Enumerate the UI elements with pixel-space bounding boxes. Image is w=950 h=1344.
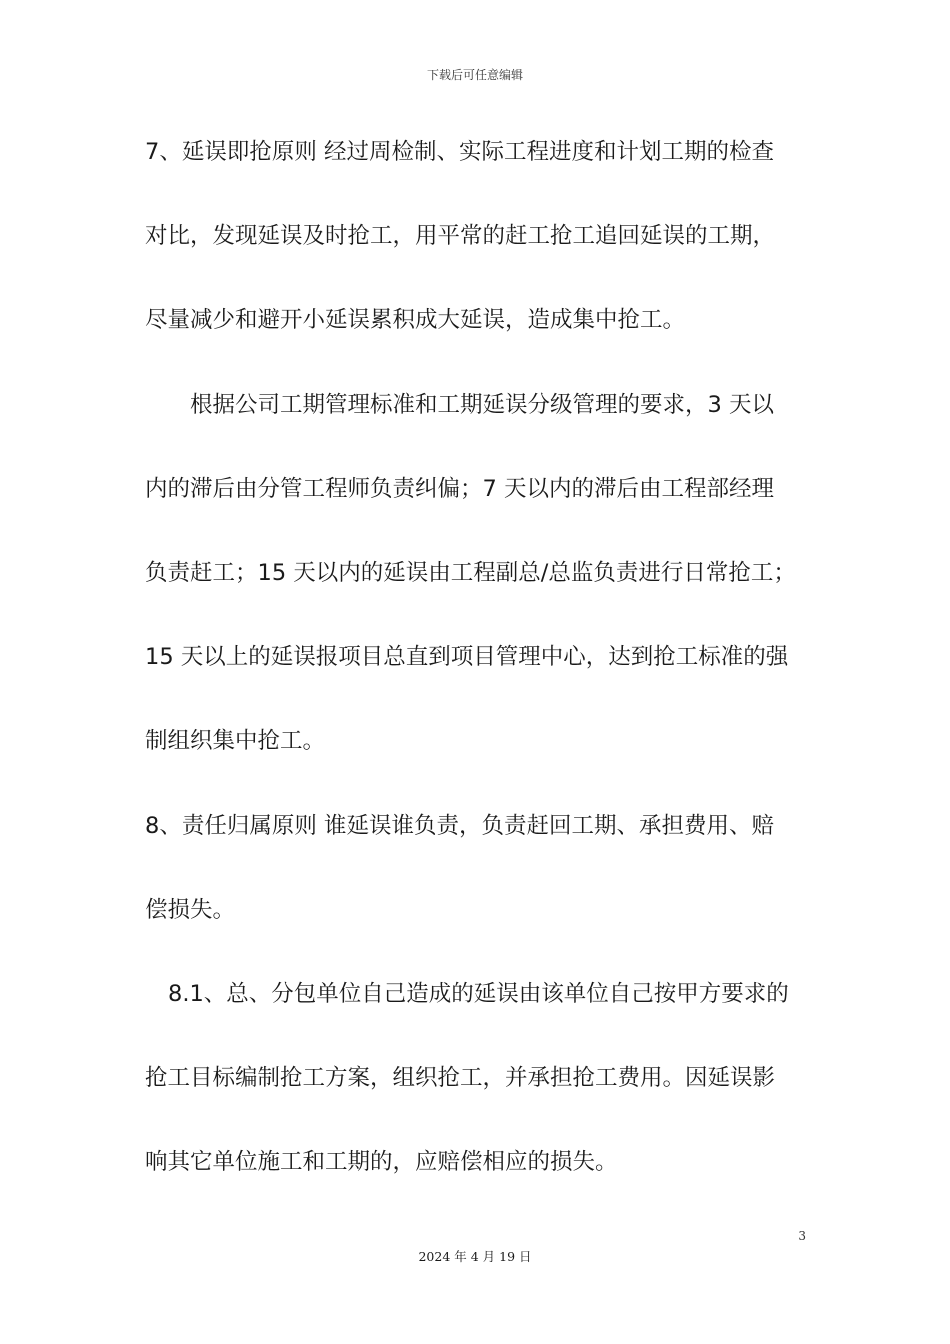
paragraph-line: 根据公司工期管理标准和工期延误分级管理的要求，3 天以 bbox=[190, 391, 774, 418]
paragraph-line: 8.1、总、分包单位自己造成的延误由该单位自己按甲方要求的 bbox=[168, 980, 789, 1007]
paragraph-line: 尽量减少和避开小延误累积成大延误，造成集中抢工。 bbox=[145, 307, 686, 334]
paragraph-line: 抢工目标编制抢工方案，组织抢工，并承担抢工费用。因延误影 bbox=[145, 1065, 776, 1092]
paragraph-line: 响其它单位施工和工期的，应赔偿相应的损失。 bbox=[145, 1149, 618, 1176]
paragraph-line: 制组织集中抢工。 bbox=[145, 728, 326, 755]
paragraph-line: 对比，发现延误及时抢工，用平常的赶工抢工追回延误的工期， bbox=[145, 223, 776, 250]
paragraph-line: 负责赶工；15 天以内的延误由工程副总/总监负责进行日常抢工； bbox=[145, 559, 796, 586]
page-header: 下载后可任意编辑 bbox=[426, 68, 523, 82]
paragraph-line: 8、责任归属原则 谁延误谁负责，负责赶回工期、承担费用、赔 bbox=[145, 812, 774, 839]
document-body bbox=[145, 128, 810, 1222]
page-number: 3 bbox=[798, 1229, 806, 1243]
paragraph-line: 内的滞后由分管工程师负责纠偏；7 天以内的滞后由工程部经理 bbox=[145, 475, 774, 502]
paragraph-line: 偿损失。 bbox=[145, 896, 236, 923]
footer-date: 2024 年 4 月 19 日 bbox=[418, 1249, 532, 1264]
paragraph-line: 15 天以上的延误报项目总直到项目管理中心，达到抢工标准的强 bbox=[145, 644, 789, 671]
paragraph-line: 7、延误即抢原则 经过周检制、实际工程进度和计划工期的检查 bbox=[145, 139, 774, 165]
